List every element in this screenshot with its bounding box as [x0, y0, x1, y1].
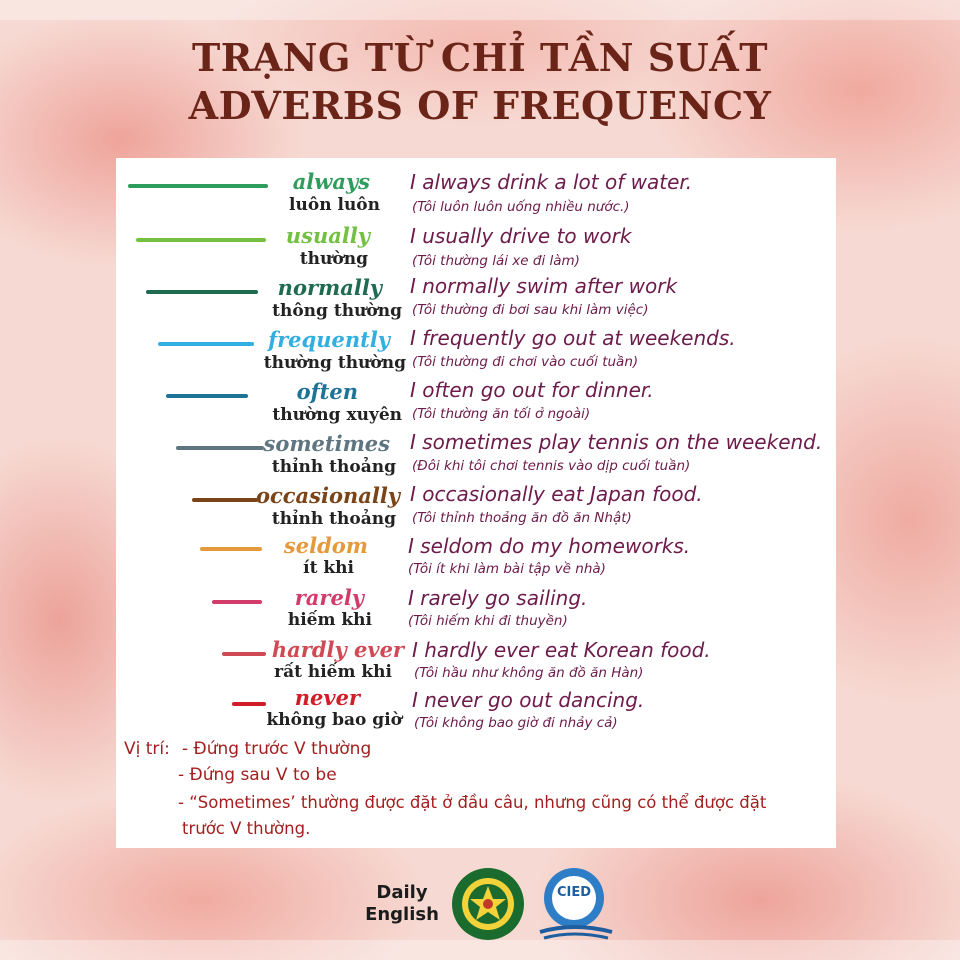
adverb-row — [116, 168, 876, 220]
adverb-word: occasionally — [255, 483, 400, 508]
adverb-word: never — [294, 685, 360, 710]
example-sentence: I always drink a lot of water. — [410, 170, 693, 194]
adverb-word: rarely — [294, 585, 364, 610]
adverb-vietnamese: thường — [299, 249, 368, 269]
title-vietnamese: TRẠNG TỪ CHỈ TẦN SUẤT — [191, 35, 769, 80]
paper-strip-bottom — [0, 940, 960, 960]
adverb-word: always — [292, 169, 370, 194]
position-rule: - “Sometimes’ thường được đặt ở đầu câu, nhưng cũng có thể được đặt — [178, 793, 767, 812]
adverb-word: hardly ever — [271, 637, 404, 662]
example-sentence: I normally swim after work — [410, 274, 678, 298]
adverb-row — [116, 534, 876, 586]
adverb-row — [116, 482, 876, 534]
cied-label: CIED — [556, 885, 592, 900]
example-translation: (Tôi hiếm khi đi thuyền) — [408, 613, 568, 629]
adverb-vietnamese: không bao giờ — [266, 710, 402, 730]
example-sentence: I usually drive to work — [410, 224, 632, 248]
adverb-vietnamese: thường thường — [263, 353, 406, 373]
university-seal-icon — [450, 866, 526, 942]
example-translation: (Tôi thường ăn tối ở ngoài) — [412, 406, 591, 422]
content-panel — [116, 158, 836, 848]
example-sentence: I hardly ever eat Korean food. — [412, 638, 711, 662]
example-translation: (Tôi luôn luôn uống nhiều nước.) — [412, 199, 630, 215]
title-english: ADVERBS OF FREQUENCY — [188, 83, 772, 128]
adverb-vietnamese: thỉnh thoảng — [271, 457, 396, 477]
position-rule: trước V thường. — [182, 819, 311, 838]
adverb-word: normally — [277, 275, 382, 300]
adverb-word: sometimes — [263, 431, 390, 456]
example-translation: (Đôi khi tôi chơi tennis vào dịp cuối tuần) — [412, 458, 691, 474]
adverb-vietnamese: ít khi — [303, 558, 354, 578]
position-rule: - Đứng trước V thường — [182, 739, 372, 759]
adverb-vietnamese: rất hiếm khi — [274, 662, 392, 682]
adverb-row — [116, 378, 876, 430]
adverb-vietnamese: thường xuyên — [272, 405, 402, 425]
example-sentence: I frequently go out at weekends. — [410, 326, 736, 350]
adverb-word: frequently — [268, 327, 390, 352]
adverb-row — [116, 430, 876, 482]
example-translation: (Tôi thường đi bơi sau khi làm việc) — [412, 302, 649, 318]
example-sentence: I seldom do my homeworks. — [408, 534, 691, 558]
example-translation: (Tôi không bao giờ đi nhảy cả) — [414, 715, 618, 731]
example-sentence: I often go out for dinner. — [410, 378, 654, 402]
adverb-vietnamese: luôn luôn — [289, 195, 380, 215]
adverb-row — [116, 685, 876, 742]
example-translation: (Tôi thường lái xe đi làm) — [412, 253, 580, 269]
adverb-vietnamese: thỉnh thoảng — [271, 509, 396, 529]
adverb-row — [116, 222, 876, 274]
example-sentence: I rarely go sailing. — [408, 586, 588, 610]
example-sentence: I occasionally eat Japan food. — [410, 482, 703, 506]
example-translation: (Tôi ít khi làm bài tập về nhà) — [408, 561, 606, 577]
position-rule: - Đứng sau V to be — [178, 765, 337, 785]
daily-english-logo — [362, 882, 442, 926]
adverb-word: usually — [285, 223, 370, 248]
example-sentence: I sometimes play tennis on the weekend. — [410, 430, 823, 454]
adverb-row — [116, 326, 876, 378]
logo-bar — [356, 862, 616, 942]
page-title — [0, 34, 960, 130]
adverb-word: often — [296, 379, 358, 404]
daily-english-line2: English — [365, 904, 439, 925]
daily-english-line1: Daily — [376, 882, 428, 903]
example-translation: (Tôi thỉnh thoảng ăn đồ ăn Nhật) — [412, 510, 632, 526]
example-translation: (Tôi thường đi chơi vào cuối tuần) — [412, 354, 639, 370]
adverb-row — [116, 586, 876, 638]
adverb-vietnamese: thông thường — [272, 301, 402, 321]
cied-logo — [534, 866, 618, 942]
adverb-vietnamese: hiếm khi — [287, 610, 372, 630]
position-label: Vị trí: — [124, 739, 170, 759]
adverb-row — [116, 638, 876, 690]
adverb-word: seldom — [283, 533, 368, 558]
adverb-row — [116, 274, 876, 326]
paper-strip-top — [0, 0, 960, 20]
example-sentence: I never go out dancing. — [412, 688, 645, 712]
example-translation: (Tôi hầu như không ăn đồ ăn Hàn) — [414, 665, 644, 681]
